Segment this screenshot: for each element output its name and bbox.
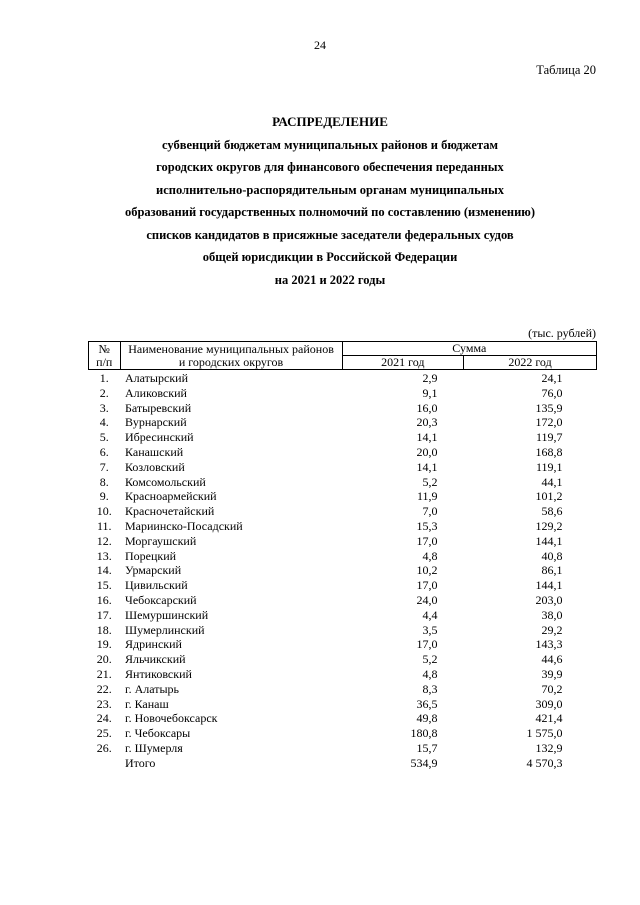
table-row <box>89 489 597 504</box>
table-row <box>89 519 597 534</box>
table-row <box>89 460 597 475</box>
table-row <box>89 697 597 712</box>
title-line: субвенций бюджетам муниципальных районов и бюджетам <box>162 137 498 152</box>
row-name: Мариинско-Посадский <box>125 518 243 533</box>
table-row <box>89 386 597 401</box>
row-number: 2. <box>99 385 109 400</box>
row-number: 18. <box>96 622 112 637</box>
row-value-2022: 119,1 <box>535 459 563 474</box>
table-row <box>89 637 597 652</box>
row-name: Комсомольский <box>125 474 206 489</box>
row-number: 3. <box>99 400 109 415</box>
total-number <box>89 756 121 771</box>
row-number: 11. <box>96 518 112 533</box>
row-value-2022: 44,6 <box>541 652 563 667</box>
row-value-2022: 44,1 <box>541 474 563 489</box>
row-name: Красночетайский <box>125 504 215 519</box>
row-number: 15. <box>96 578 112 593</box>
row-value-2022: 144,1 <box>535 533 563 548</box>
total-row <box>89 756 597 771</box>
table-row <box>89 578 597 593</box>
table-row <box>89 623 597 638</box>
row-name: Моргаушский <box>125 533 197 548</box>
total-label: Итого <box>125 755 156 770</box>
row-number: 9. <box>99 489 109 504</box>
table-row <box>89 608 597 623</box>
row-name: Батыревский <box>125 400 192 415</box>
row-name: Шемуршинский <box>125 607 209 622</box>
row-value-2021: 2,9 <box>422 371 438 385</box>
row-value-2021: 16,0 <box>416 400 438 415</box>
row-number: 6. <box>99 444 109 459</box>
table-row <box>89 415 597 430</box>
header-year-2022: 2022 год <box>464 356 597 370</box>
row-number: 10. <box>96 504 112 519</box>
row-value-2021: 17,0 <box>416 578 438 593</box>
row-number: 7. <box>99 459 109 474</box>
row-number: 21. <box>96 666 112 681</box>
row-value-2021: 24,0 <box>416 592 438 607</box>
table-row <box>89 726 597 741</box>
row-value-2021: 5,2 <box>422 474 438 489</box>
row-value-2022: 119,7 <box>535 430 563 445</box>
row-number: 14. <box>96 563 112 578</box>
total-value-2021: 534,9 <box>410 755 438 770</box>
table-row <box>89 682 597 697</box>
total-value-2022: 4 570,3 <box>526 755 563 770</box>
row-value-2022: 135,9 <box>535 400 563 415</box>
row-name: Ибресинский <box>125 430 194 445</box>
header-year-2021: 2021 год <box>342 356 463 370</box>
row-name: Урмарский <box>125 563 182 578</box>
table-header <box>89 342 597 370</box>
row-value-2021: 17,0 <box>416 637 438 652</box>
row-name: Красноармейский <box>125 489 217 504</box>
header-sum: Сумма <box>342 342 596 356</box>
row-value-2021: 5,2 <box>422 652 438 667</box>
row-name: г. Чебоксары <box>125 726 191 741</box>
header-number-line1: № <box>98 341 110 356</box>
header-name-line2: и городских округов <box>178 354 284 369</box>
table-row <box>89 401 597 416</box>
table-row <box>89 370 597 386</box>
table-row <box>89 593 597 608</box>
header-number <box>89 342 121 370</box>
title-line: общей юрисдикции в Российской Федерации <box>202 250 458 264</box>
row-value-2022: 70,2 <box>541 681 563 696</box>
row-value-2021: 49,8 <box>416 711 438 726</box>
row-value-2022: 132,9 <box>535 740 563 755</box>
row-name: г. Канаш <box>125 696 169 711</box>
row-value-2022: 1 575,0 <box>526 726 563 741</box>
row-value-2022: 168,8 <box>535 444 563 459</box>
row-value-2021: 17,0 <box>416 533 438 548</box>
row-value-2022: 24,1 <box>541 371 563 385</box>
row-number: 20. <box>96 652 112 667</box>
row-number: 1. <box>99 371 109 385</box>
table-row <box>89 711 597 726</box>
table-row <box>89 430 597 445</box>
row-number: 12. <box>96 533 112 548</box>
title-heading: РАСПРЕДЕЛЕНИЕ <box>272 114 388 129</box>
row-name: Янтиковский <box>125 666 192 681</box>
title-line: образований государственных полномочий по составлению (изменению) <box>124 205 536 219</box>
row-number: 23. <box>96 696 112 711</box>
row-name: г. Алатырь <box>125 681 180 696</box>
table-row <box>89 445 597 460</box>
row-number: 24. <box>96 711 112 726</box>
row-name: Порецкий <box>125 548 177 563</box>
row-value-2021: 4,8 <box>422 548 438 563</box>
row-value-2021: 3,5 <box>422 622 438 637</box>
table-row <box>89 563 597 578</box>
row-value-2022: 143,3 <box>535 637 563 652</box>
row-number: 22. <box>96 681 112 696</box>
row-value-2021: 180,8 <box>410 726 438 741</box>
row-name: Ядринский <box>125 637 182 652</box>
table-body <box>89 370 597 771</box>
header-name-line1: Наименование муниципальных районов <box>128 341 334 356</box>
row-number: 19. <box>96 637 112 652</box>
row-number: 5. <box>99 430 109 445</box>
row-value-2022: 309,0 <box>535 696 563 711</box>
row-name: Яльчикский <box>125 652 186 667</box>
row-name: г. Новочебоксарск <box>125 711 218 726</box>
row-value-2022: 172,0 <box>535 415 563 430</box>
row-value-2022: 101,2 <box>535 489 563 504</box>
row-value-2022: 38,0 <box>541 607 563 622</box>
row-value-2022: 144,1 <box>535 578 563 593</box>
row-number: 26. <box>96 740 112 755</box>
row-value-2021: 4,4 <box>422 607 438 622</box>
row-value-2022: 421,4 <box>535 711 563 726</box>
document-title <box>60 111 600 291</box>
row-number: 25. <box>96 726 112 741</box>
row-value-2022: 76,0 <box>541 385 563 400</box>
row-number: 17. <box>96 607 112 622</box>
row-name: Шумерлинский <box>125 622 205 637</box>
row-value-2022: 129,2 <box>535 518 563 533</box>
row-value-2021: 20,0 <box>416 444 438 459</box>
row-name: Канашский <box>125 444 184 459</box>
row-name: Вурнарский <box>125 415 187 430</box>
table-row <box>89 549 597 564</box>
table-row <box>89 667 597 682</box>
row-value-2022: 40,8 <box>541 548 563 563</box>
row-number: 13. <box>96 548 112 563</box>
table-row <box>89 475 597 490</box>
row-value-2021: 20,3 <box>416 415 438 430</box>
row-number: 16. <box>96 592 112 607</box>
row-value-2021: 10,2 <box>416 563 438 578</box>
units-label: (тыс. рублей) <box>528 326 596 340</box>
distribution-table <box>88 341 597 771</box>
table-row <box>89 652 597 667</box>
title-line: городских округов для финансового обеспечения переданных <box>156 160 504 174</box>
row-name: Алатырский <box>125 371 188 385</box>
row-value-2021: 4,8 <box>422 666 438 681</box>
title-line: на 2021 и 2022 годы <box>274 272 386 287</box>
row-value-2021: 9,1 <box>422 385 438 400</box>
row-name: Козловский <box>125 459 185 474</box>
row-value-2022: 29,2 <box>541 622 563 637</box>
row-name: Аликовский <box>125 385 187 400</box>
title-line: списков кандидатов в присяжные заседатели федеральных судов <box>146 227 514 242</box>
table-row <box>89 504 597 519</box>
row-name: Цивильский <box>125 578 188 593</box>
table-label: Таблица 20 <box>536 63 596 77</box>
row-value-2022: 203,0 <box>535 592 563 607</box>
row-value-2021: 15,3 <box>416 518 438 533</box>
row-value-2021: 7,0 <box>422 504 438 519</box>
table-row <box>89 534 597 549</box>
row-number: 4. <box>99 415 109 430</box>
row-name: г. Шумерля <box>125 740 183 755</box>
row-value-2021: 14,1 <box>416 459 438 474</box>
row-value-2021: 14,1 <box>416 430 438 445</box>
title-line: исполнительно-распорядительным органам муниципальных <box>156 182 504 197</box>
row-value-2021: 36,5 <box>416 696 438 711</box>
row-value-2022: 58,6 <box>541 504 563 519</box>
row-value-2022: 86,1 <box>541 563 563 578</box>
table-row <box>89 741 597 756</box>
row-value-2021: 8,3 <box>422 681 438 696</box>
page-number: 24 <box>314 38 326 52</box>
header-name <box>120 342 342 370</box>
row-value-2021: 11,9 <box>416 489 438 504</box>
row-value-2021: 15,7 <box>416 740 438 755</box>
row-number: 8. <box>99 474 109 489</box>
header-number-line2: п/п <box>96 354 113 369</box>
row-value-2022: 39,9 <box>541 666 563 681</box>
row-name: Чебоксарский <box>125 592 197 607</box>
